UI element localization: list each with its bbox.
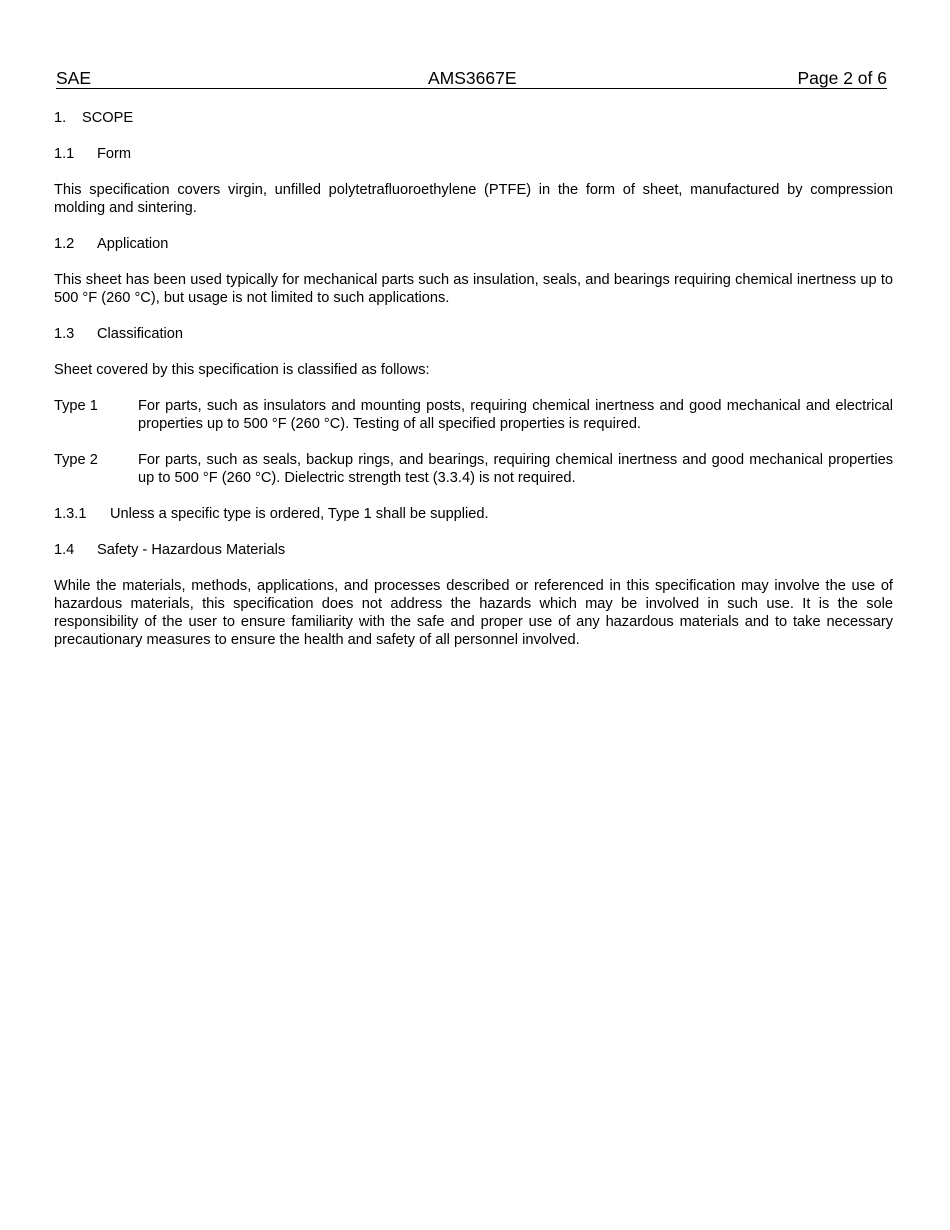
section-heading-application [54,235,893,253]
form-paragraph: This specification covers virgin, unfilled polytetrafluoroethylene (PTFE) in the form of sheet, manufactured by compression molding and sintering. [54,182,893,216]
section-heading-classification [54,325,893,343]
section-title: SCOPE [82,110,134,126]
application-paragraph: This sheet has been used typically for mechanical parts such as insulation, seals, and bearings requiring chemical inertness up to 500 °F (260 °C), but usage is not limited to such applications. [54,272,893,306]
section-heading-safety [54,541,893,559]
section-number: 1.3 [54,326,75,342]
safety-paragraph: While the materials, methods, applications, and processes described or referenced in this specification may involve the use of hazardous materials, this specification does not address the hazards which may be involved in such use. It is the sole responsibility of the user to ensure familiarity with the safe and proper use of any hazardous materials and to take necessary precautionary measures to ensure the health and safety of all personnel involved. [54,578,893,648]
header-page-number: Page 2 of 6 [797,68,887,88]
section-title: Safety - Hazardous Materials [97,542,286,558]
type-description: For parts, such as insulators and mounting posts, requiring chemical inertness and good mechanical and electrical properties up to 500 °F (260 °C). Testing of all specified properties is required. [138,398,893,432]
subsection-text: Unless a specific type is ordered, Type 1 shall be supplied. [110,506,489,522]
section-number: 1.2 [54,236,75,252]
section-number: 1.4 [54,542,75,558]
section-title: Classification [97,326,183,342]
section-heading-scope [54,109,893,127]
page-header [56,68,887,89]
type-2-item [54,451,893,487]
section-heading-form [54,145,893,163]
document-body [54,109,893,667]
classification-paragraph: Sheet covered by this specification is classified as follows: [54,362,430,378]
type-1-item [54,397,893,433]
type-description: For parts, such as seals, backup rings, and bearings, requiring chemical inertness and good mechanical properties up to 500 °F (260 °C). Dielectric strength test (3.3.4) is not required. [138,452,893,486]
section-number: 1. [54,110,67,126]
type-label: Type 1 [54,398,98,414]
header-doc-number: AMS3667E [428,68,517,88]
header-org: SAE [56,68,92,88]
subsection-1-3-1 [54,505,893,523]
section-title: Form [97,146,132,162]
section-number: 1.1 [54,146,75,162]
section-number: 1.3.1 [54,506,87,522]
section-title: Application [97,236,169,252]
type-label: Type 2 [54,452,98,468]
